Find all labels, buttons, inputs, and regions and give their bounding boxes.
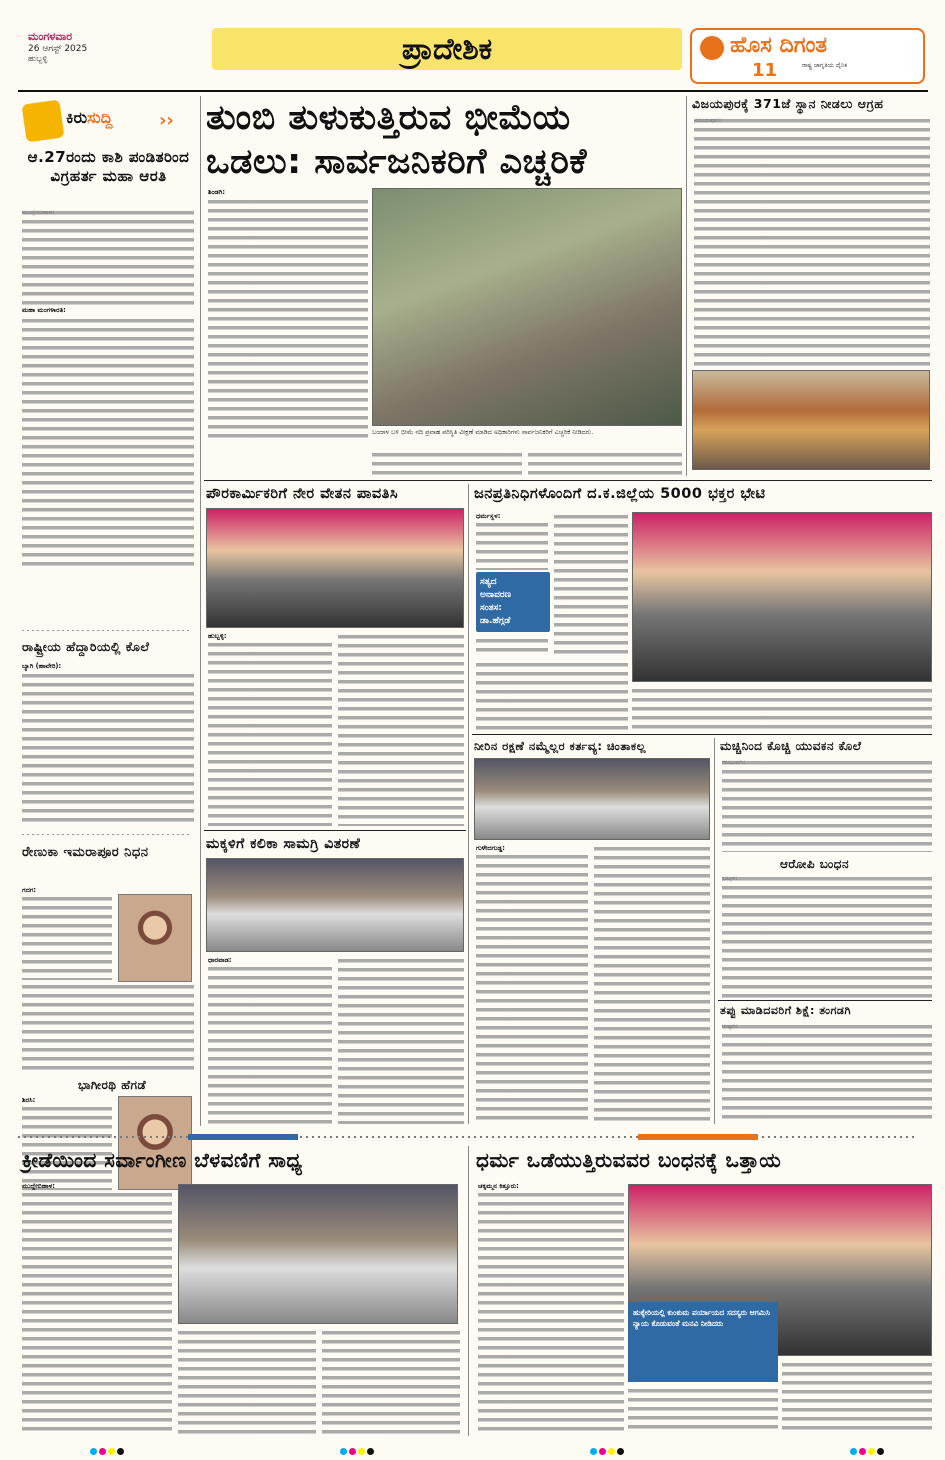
column-rule-mid2 xyxy=(714,738,715,1124)
janapratinidhi-body-col4 xyxy=(632,686,932,730)
bottom-left-byline: ಮುದ್ದೇಬಿಹಾಳ: xyxy=(22,1182,55,1190)
bottom-right-body-col2 xyxy=(628,1386,778,1434)
bottom-left-body-col1 xyxy=(22,1190,172,1434)
janapratinidhi-body-col1b xyxy=(476,636,548,656)
kiru-story1-body xyxy=(22,208,194,306)
column-rule-right xyxy=(686,96,687,476)
obit1-body xyxy=(22,982,194,1072)
badge-line1: ಸತ್ಯದ xyxy=(480,577,497,587)
pourakarmika-body-col1 xyxy=(208,640,332,826)
registration-marks-right xyxy=(590,1440,626,1459)
lead-body-col1 xyxy=(208,197,368,439)
bottom-right-body-col1 xyxy=(478,1190,624,1434)
obit2-headline: ಭಾಗೀರಥಿ ಹೆಗಡೆ xyxy=(78,1078,147,1092)
kirusuddi-header xyxy=(24,102,194,142)
masthead-date-block xyxy=(28,30,178,64)
machchu-sub-byline: ಭಟ್ಕಳ: xyxy=(722,874,738,882)
obit2-byline: ಶಿರಸಿ: xyxy=(22,1096,36,1104)
right-top-body xyxy=(694,116,930,366)
logo-emblem-icon xyxy=(700,36,724,60)
obit1-byline: ಗದಗ: xyxy=(22,886,37,894)
makkalu-body-col1 xyxy=(208,964,332,1124)
paper-tagline: ರಾಷ್ಟ್ರ ಜಾಗೃತಿಯ ದೈನಿಕ xyxy=(802,62,848,69)
registration-marks-center xyxy=(340,1440,376,1459)
janapratinidhi-headline: ಜನಪ್ರತಿನಿಧಿಗಳೊಂದಿಗೆ ದ.ಕ.ಜಿಲ್ಲೆಯ 5000 ಭಕ್ತರ ಭೇಟಿ xyxy=(474,486,766,502)
rule-makkalu xyxy=(204,830,466,831)
obit1-photo xyxy=(118,894,192,982)
bottom-right-byline: ಚಕ್ಕಮ್ಮನ ಕಿತ್ತೂರು: xyxy=(478,1182,519,1190)
rule-neeru xyxy=(472,734,932,735)
badge-line3: ಸಂತಸ: xyxy=(480,603,502,613)
lead-headline-line2: ಒಡಲು: ಸಾರ್ವಜನಿಕರಿಗೆ ಎಚ್ಚರಿಕೆ xyxy=(206,142,588,182)
column-rule-mid xyxy=(468,484,469,1124)
bottom-right-headline: ಧರ್ಮ ಒಡೆಯುತ್ತಿರುವವರ ಬಂಧನಕ್ಕೆ ಒತ್ತಾಯ xyxy=(476,1148,782,1172)
kirusuddi-column xyxy=(18,96,198,1126)
neeru-photo xyxy=(474,758,710,840)
paper-name: ಹೊಸ ದಿಗಂತ xyxy=(730,33,828,58)
kiru-divider xyxy=(22,630,192,631)
kirusuddi-label-a: ಕಿರು xyxy=(66,108,88,127)
janapratinidhi-photo xyxy=(632,512,932,682)
right-top-headline: ವಿಜಯಪುರಕ್ಕೆ 371ಜೆ ಸ್ಥಾನ ನೀಡಲು ಆಗ್ರಹ xyxy=(692,96,884,111)
right-top-photo xyxy=(692,370,930,470)
bottom-left-body-col3 xyxy=(322,1328,460,1434)
separator-band xyxy=(18,1132,932,1142)
tappu-byline: ಕುಷ್ಟಗಿ: xyxy=(722,1022,739,1030)
column-rule-left xyxy=(200,96,201,1126)
bottom-right-body-col3 xyxy=(782,1360,932,1434)
lead-body-col2 xyxy=(372,450,522,480)
lead-body-col3 xyxy=(528,450,682,480)
machchu-byline: ಕಲಬುರಗಿ: xyxy=(722,758,746,766)
callout-text: ಹುಕ್ಕೇರಿಯಲ್ಲಿ ಕುಂಕುಮ ಪರ್ಯಾಯದ ಸದಸ್ಯರು ಆಗಮಿಸಿ ನ್ಯಾಯ ಕೊಡುವಂತೆ ಮನವಿ ನೀಡಿದರು xyxy=(633,1308,770,1328)
neeru-body-col1 xyxy=(476,852,588,1124)
registration-marks-left xyxy=(90,1440,126,1459)
obit2-photo xyxy=(118,1096,192,1190)
badge-line2: ಅನಾವರಣ xyxy=(480,590,512,600)
lead-caption: ಬಂದಾಳ ಬಳಿ ಭೀಮೆ ನದಿ ಪ್ರವಾಹ ಪರಿಸ್ಥಿತಿ ವೀಕ್ಷಣೆ ಮಾಡಿದ ಅಧಿಕಾರಿಗಳು ಸಾರ್ವಜನಿಕರಿಗೆ ಎಚ್ಚರಿಕೆ ನೀಡಿದರು. xyxy=(372,428,594,436)
kiru-story1-byline: ಮುದ್ದೇಬಿಹಾಳ: xyxy=(22,208,55,216)
masthead-city: ಹುಬ್ಬಳ್ಳಿ xyxy=(28,54,48,63)
section-title: ಪ್ರಾದೇಶಿಕ xyxy=(401,32,493,67)
pointing-hand-icon xyxy=(22,100,65,143)
obit1-body-left xyxy=(22,894,112,980)
masthead xyxy=(0,0,945,92)
lead-byline: ಶಿಂಡಗಿ: xyxy=(208,188,225,196)
tappu-headline: ತಪ್ಪು ಮಾಡಿದವರಿಗೆ ಶಿಕ್ಷೆ: ತಂಗಡಗಿ xyxy=(720,1004,851,1017)
makkalu-body-col2 xyxy=(338,956,464,1124)
lead-photo xyxy=(372,188,682,426)
accent-bar-orange xyxy=(638,1134,758,1140)
masthead-date: 26 ಆಗಸ್ಟ್ 2025 xyxy=(28,44,88,54)
kiru-divider2 xyxy=(22,834,192,835)
kiru-story2-body xyxy=(22,671,194,827)
janapratinidhi-byline: ಧರ್ಮಸ್ಥಳ: xyxy=(476,512,501,520)
janapratinidhi-body-col1 xyxy=(476,520,548,570)
kiru-story1-body2 xyxy=(22,316,194,566)
pourakarmika-photo xyxy=(206,508,464,628)
column-rule-bottom xyxy=(468,1146,469,1436)
makkalu-byline: ಧಾರವಾಡ: xyxy=(208,956,232,964)
badge-line4: ಡಾ.ಹೆಗ್ಗಡೆ xyxy=(480,616,511,626)
machchu-body xyxy=(722,758,932,852)
right-top-byline: ವಿಜಯಪುರ: xyxy=(694,116,722,124)
neeru-byline: ಗುಳೇದಗುಡ್ಡ: xyxy=(476,844,505,852)
janapratinidhi-body-col2 xyxy=(554,512,628,656)
obit1-headline: ರೇಣುಕಾ ಇಮರಾಪೂರ ನಿಧನ xyxy=(22,845,149,860)
makkalu-photo xyxy=(206,858,464,952)
bottom-right-callout xyxy=(628,1302,778,1382)
neeru-body-col2 xyxy=(594,844,710,1124)
kiru-story2-headline: ರಾಷ್ಟ್ರೀಯ ಹೆದ್ದಾರಿಯಲ್ಲಿ ಕೊಲೆ xyxy=(22,639,150,654)
machchu-headline: ಮಚ್ಚಿನಿಂದ ಕೊಚ್ಚಿ ಯುವಕನ ಕೊಲೆ xyxy=(720,739,862,753)
kirusuddi-label-b: ಸುದ್ದಿ xyxy=(87,108,113,127)
chevron-right-icon: ›› xyxy=(159,110,174,131)
kiru-story1-byline2: ಮಹಾ ಮಂಗಳಾರತಿ: xyxy=(22,306,66,314)
bottom-left-headline: ಕ್ರೀಡೆಯಿಂದ ಸರ್ವಾಂಗೀಣ ಬೆಳವಣಿಗೆ ಸಾಧ್ಯ xyxy=(22,1148,303,1172)
machchu-sub-body xyxy=(722,874,932,998)
janapratinidhi-body-col3 xyxy=(476,660,628,730)
paper-logo xyxy=(690,28,925,84)
pourakarmika-byline: ಹುಬ್ಬಳ್ಳಿ: xyxy=(208,632,227,640)
makkalu-headline: ಮಕ್ಕಳಿಗೆ ಕಲಿಕಾ ಸಾಮಗ್ರಿ ವಿತರಣೆ xyxy=(206,836,361,852)
tappu-body xyxy=(722,1022,932,1124)
bottom-left-body-col2 xyxy=(178,1328,316,1434)
bottom-left-photo xyxy=(178,1184,458,1324)
registration-marks-far-right xyxy=(850,1440,886,1459)
janapratinidhi-badge xyxy=(476,572,550,632)
kiru-story2-byline: ಬ್ಯಾಗಿ (ಹಾವೇರಿ): xyxy=(22,662,62,670)
rule-mid-top xyxy=(204,480,932,481)
pourakarmika-headline: ಪೌರಕಾರ್ಮಿಕರಿಗೆ ನೇರ ವೇತನ ಪಾವತಿಸಿ xyxy=(206,486,399,502)
pourakarmika-body-col2 xyxy=(338,632,464,826)
masthead-day: ಮಂಗಳವಾರ xyxy=(28,30,73,43)
kiru-story1-headline: ಆ.27ರಂದು ಕಾಶಿ ಪಂಡಿತರಿಂದ ವಿಗ್ರಹರ್ತ ಮಹಾ ಆರತಿ xyxy=(27,148,190,185)
page-number: 11 xyxy=(752,60,778,81)
lead-headline-line1: ತುಂಬಿ ತುಳುಕುತ್ತಿರುವ ಭೀಮೆಯ xyxy=(206,98,571,138)
masthead-rule xyxy=(18,90,928,92)
rule-tappu xyxy=(718,1000,932,1001)
accent-bar-blue xyxy=(188,1134,298,1140)
neeru-headline: ನೀರಿನ ರಕ್ಷಣೆ ನಮ್ಮೆಲ್ಲರ ಕರ್ತವ್ಯ: ಚಿಂತಾಕಲ್ಲ xyxy=(474,739,646,753)
machchu-sub-headline: ಆರೋಪಿ ಬಂಧನ xyxy=(780,857,850,871)
